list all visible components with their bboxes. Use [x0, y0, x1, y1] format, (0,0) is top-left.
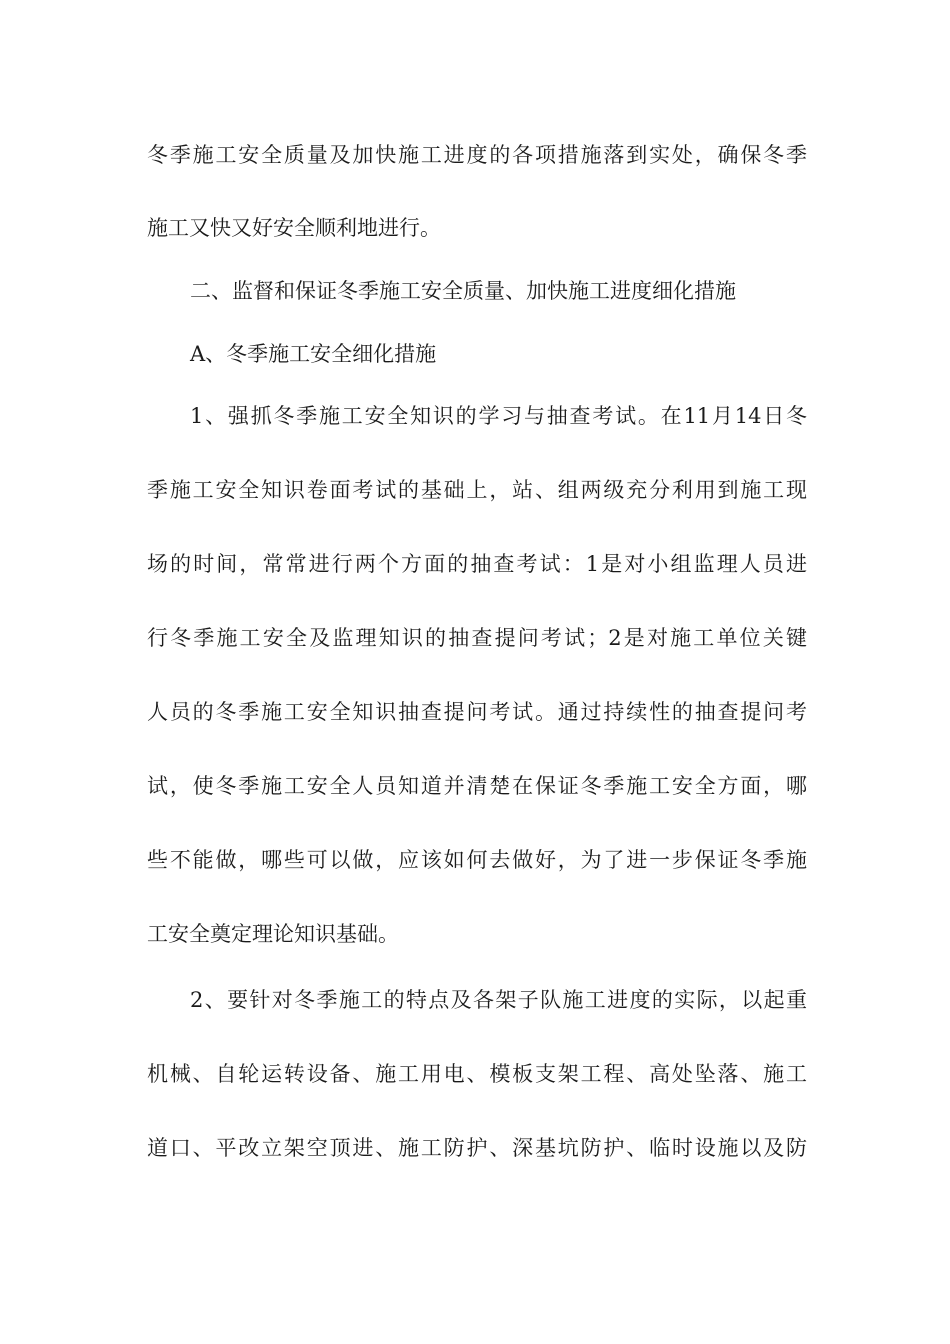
text-line-15: 道口、平改立架空顶进、施工防护、深基坑防护、临时设施以及防: [147, 1136, 807, 1160]
text-line-5: 1、强抓冬季施工安全知识的学习与抽查考试。在11月14日冬: [190, 404, 807, 428]
text-line-9: 人员的冬季施工安全知识抽查提问考试。通过持续性的抽查提问考: [147, 700, 807, 724]
text-line-7: 场的时间，常常进行两个方面的抽查考试：1是对小组监理人员进: [147, 552, 807, 576]
text-line-13: 2、要针对冬季施工的特点及各架子队施工进度的实际，以起重: [190, 988, 807, 1012]
section-heading: 二、监督和保证冬季施工安全质量、加快施工进度细化措施: [190, 279, 736, 303]
text-line-2: 施工又快又好安全顺利地进行。: [147, 216, 441, 240]
text-line-14: 机械、自轮运转设备、施工用电、模板支架工程、高处坠落、施工: [147, 1062, 807, 1086]
text-line-11: 些不能做，哪些可以做，应该如何去做好，为了进一步保证冬季施: [147, 848, 807, 872]
text-line-1: 冬季施工安全质量及加快施工进度的各项措施落到实处，确保冬季: [147, 143, 807, 167]
text-line-6: 季施工安全知识卷面考试的基础上，站、组两级充分利用到施工现: [147, 478, 807, 502]
text-line-8: 行冬季施工安全及监理知识的抽查提问考试；2是对施工单位关键: [147, 626, 807, 650]
text-line-12: 工安全奠定理论知识基础。: [147, 922, 399, 946]
text-line-10: 试，使冬季施工安全人员知道并清楚在保证冬季施工安全方面，哪: [147, 774, 807, 798]
subsection-heading: A、冬季施工安全细化措施: [190, 342, 437, 366]
